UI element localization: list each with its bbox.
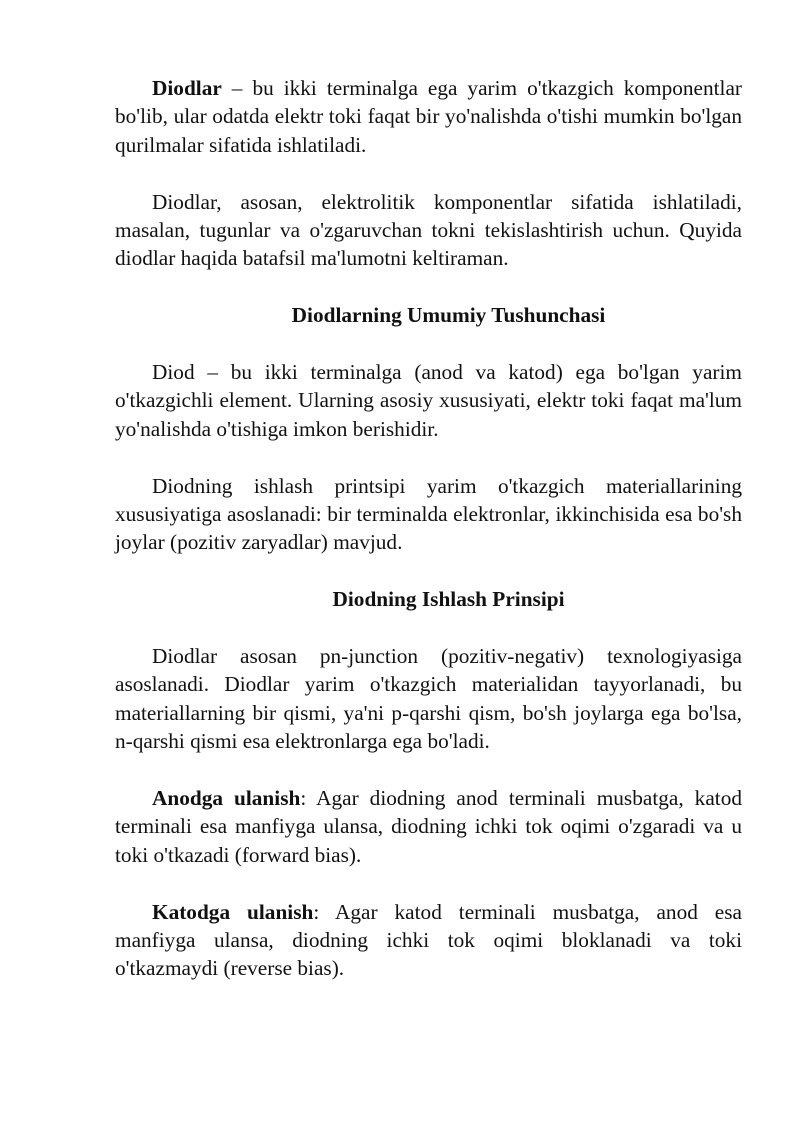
paragraph-anodga-ulanish [115,784,742,869]
paragraph-katodga-ulanish [115,898,742,983]
section-heading-ishlash-prinsipi: Diodning Ishlash Prinsipi [332,587,565,612]
paragraph-diod-definition [115,358,742,443]
paragraph-diodlar-usage [115,188,742,273]
document-page [115,74,742,1011]
paragraph-ishlash-printsipi [115,472,742,557]
paragraph-pn-junction [115,642,742,756]
paragraph-diodlar-definition [115,74,742,159]
term-diodlar: Diodlar [152,76,222,100]
paragraph-text: Diodlar asosan pn-junction (pozitiv-negativ) texnologiyasiga asoslanadi. Diodlar yarim o'tkazgich materialidan tayyorlanadi, bu materiallarning bir qismi, ya'ni p-qarshi qism, bo'sh joylarga ega bo'lsa, n-qarshi qismi esa elektronlarga ega bo'ladi. [115,644,742,754]
term-anodga-ulanish: Anodga ulanish [152,786,301,811]
section-heading-umumiy-tushunchasi: Diodlarning Umumiy Tushunchasi [291,303,606,328]
term-katodga-ulanish: Katodga ulanish [152,899,314,924]
paragraph-text: : Agar katod terminali musbatga, anod esa manfiyga ulansa, diodning ichki tok oqimi bloklanadi va toki o'tkazmaydi (reverse bias). [115,899,742,981]
paragraph-text: : Agar diodning anod terminali musbatga, katod terminali esa manfiyga ulansa, diodning ichki tok oqimi o'zgaradi va u toki o'tkazadi (forward bias). [115,786,742,867]
paragraph-text: Diodning ishlash printsipi yarim o'tkazgich materiallarining xususiyatiga asoslanadi: bir terminalda elektronlar, ikkinchisida esa bo'sh joylar (pozitiv zaryadlar) mavjud. [115,473,742,555]
paragraph-text: Diodlar, asosan, elektrolitik komponentlar sifatida ishlatiladi, masalan, tugunlar va o'zgaruvchan tokni tekislashtirish uchun. Quyida diodlar haqida batafsil ma'lumotni keltiraman. [115,189,742,271]
paragraph-text: Diod – bu ikki terminalga (anod va katod) ega bo'lgan yarim o'tkazgichli element. Ularning asosiy xususiyati, elektr toki faqat ma'lum yo'nalishda o'tishiga imkon berishidir. [115,360,742,441]
paragraph-text: – bu ikki terminalga ega yarim o'tkazgich komponentlar bo'lib, ular odatda elektr toki faqat bir yo'nalishda o'tishi mumkin bo'lgan qurilmalar sifatida ishlatiladi. [115,76,742,157]
